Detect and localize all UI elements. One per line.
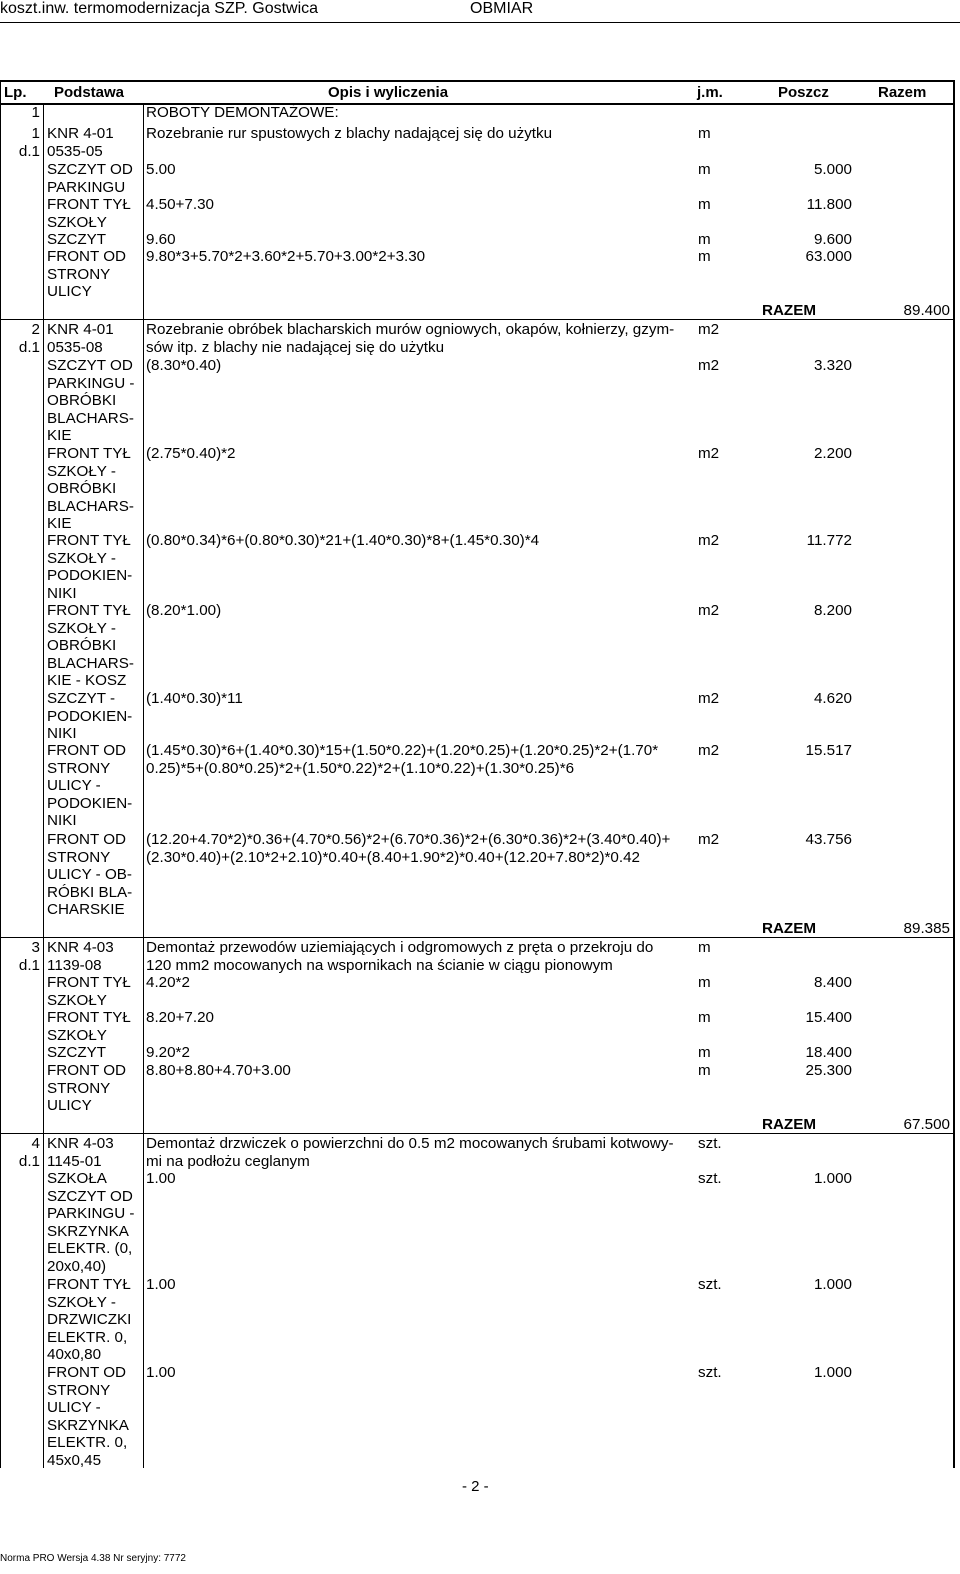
position-basis: KNR 4-03 1145-01	[47, 1135, 114, 1170]
measurement-unit: m	[698, 1062, 711, 1079]
position-number: 2 d.1	[18, 321, 40, 356]
page-number: - 2 -	[462, 1478, 489, 1495]
measurement-formula: 1.00	[146, 1276, 176, 1293]
measurement-location: SZCZYT	[47, 1044, 107, 1061]
header-separator-line	[0, 22, 960, 23]
measurement-value: 3.320	[813, 357, 852, 374]
measurement-value: 63.000	[805, 248, 852, 265]
measurement-formula: 9.80*3+5.70*2+3.60*2+5.70+3.00*2+3.30	[146, 248, 426, 265]
column-header-poszcz: Poszcz	[778, 84, 829, 101]
position-basis: KNR 4-01 0535-05	[47, 125, 114, 160]
position-number: 1 d.1	[18, 125, 40, 160]
measurement-formula: 9.60	[146, 231, 176, 248]
measurement-location: FRONT TYŁ SZKOŁY - DRZWICZKI ELEKTR. 0, 40x0,80	[47, 1276, 132, 1364]
measurement-location: FRONT OD STRONY ULICY - PODOKIEN- NIKI	[47, 742, 133, 830]
position-unit: m2	[698, 321, 720, 338]
column-header-lp: Lp.	[4, 84, 27, 101]
position-unit: m	[698, 939, 711, 956]
position-basis: KNR 4-01 0535-08	[47, 321, 114, 356]
measurement-unit: m2	[698, 602, 720, 619]
measurement-formula: 4.50+7.30	[146, 196, 214, 213]
measurement-value: 1.000	[813, 1364, 852, 1381]
measurement-unit: m2	[698, 831, 720, 848]
measurement-value: 25.300	[805, 1062, 852, 1079]
measurement-value: 1.000	[813, 1170, 852, 1187]
column-divider-podstawa	[143, 103, 144, 1468]
measurement-location: FRONT OD STRONY ULICY	[47, 1062, 127, 1115]
measurement-location: FRONT OD STRONY ULICY	[47, 248, 127, 301]
measurement-unit: m2	[698, 445, 720, 462]
measurement-formula: 8.20+7.20	[146, 1009, 214, 1026]
measurement-location: FRONT TYŁ SZKOŁY	[47, 1009, 131, 1044]
position-basis: KNR 4-03 1139-08	[47, 939, 114, 974]
total-value: 89.400	[903, 302, 950, 319]
measurement-unit: m	[698, 1044, 711, 1061]
measurement-unit: szt.	[698, 1170, 722, 1187]
measurement-value: 15.400	[805, 1009, 852, 1026]
column-divider-lp	[43, 103, 44, 1468]
total-value: 89.385	[903, 920, 950, 937]
position-unit: m	[698, 125, 711, 142]
measurement-value: 11.800	[806, 196, 852, 213]
measurement-formula: (1.45*0.30)*6+(1.40*0.30)*15+(1.50*0.22)+(1.20*0.25)+(1.20*0.25)*2+(1.70* 0.25)*5+(0.80*0.25)*2+(1.50*0.22)*2+(1.10*0.22)+(1.30*0.25)*6	[146, 742, 659, 777]
measurement-location: SZCZYT - PODOKIEN- NIKI	[47, 690, 133, 743]
total-label: RAZEM	[762, 1116, 816, 1133]
measurement-formula: (1.40*0.30)*11	[146, 690, 243, 707]
document-header-title: koszt.inw. termomodernizacja SZP. Gostwica	[0, 0, 319, 17]
measurement-value: 5.000	[813, 161, 852, 178]
position-description: Rozebranie obróbek blacharskich murów ogniowych, okapów, kołnierzy, gzym- sów itp. z blachy nie nadającej się do użytku	[146, 321, 675, 356]
measurement-unit: m2	[698, 357, 720, 374]
measurement-formula: 8.80+8.80+4.70+3.00	[146, 1062, 291, 1079]
measurement-formula: (8.30*0.40)	[146, 357, 222, 374]
measurement-unit: m2	[698, 532, 720, 549]
measurement-location: FRONT OD STRONY ULICY - SKRZYNKA ELEKTR. 0, 45x0,45	[47, 1364, 129, 1469]
measurement-value: 1.000	[813, 1276, 852, 1293]
measurement-formula: 9.20*2	[146, 1044, 190, 1061]
position-description: Demontaż przewodów uziemiających i odgromowych z pręta o przekroju do 120 mm2 mocowanych na wspornikach na ścianie w ciągu pionowym	[146, 939, 654, 974]
measurement-location: FRONT TYŁ SZKOŁY - OBRÓBKI BLACHARS- KIE - KOSZ	[47, 602, 134, 690]
measurement-location: SZCZYT OD PARKINGU	[47, 161, 133, 196]
measurement-formula: 1.00	[146, 1170, 176, 1187]
position-number: 4 d.1	[18, 1135, 40, 1170]
measurement-value: 4.620	[813, 690, 852, 707]
section-title: ROBOTY DEMONTAŻOWE:	[146, 104, 339, 121]
position-description: Rozebranie rur spustowych z blachy nadającej się do użytku	[146, 125, 553, 142]
measurement-unit: m	[698, 161, 711, 178]
column-header-opis: Opis i wyliczenia	[328, 84, 449, 101]
measurement-location: SZCZYT OD PARKINGU - OBRÓBKI BLACHARS- KIE	[47, 357, 135, 445]
measurement-unit: m	[698, 248, 711, 265]
total-label: RAZEM	[762, 920, 816, 937]
table-left-border	[0, 80, 1, 1468]
measurement-formula: (8.20*1.00)	[146, 602, 222, 619]
measurement-formula: 4.20*2	[146, 974, 190, 991]
measurement-value: 18.400	[805, 1044, 852, 1061]
software-note: Norma PRO Wersja 4.38 Nr seryjny: 7772	[0, 1553, 186, 1564]
measurement-location: FRONT TYŁ SZKOŁY	[47, 974, 131, 1009]
measurement-unit: m2	[698, 742, 720, 759]
position-number: 3 d.1	[18, 939, 40, 974]
measurement-unit: m	[698, 231, 711, 248]
total-label: RAZEM	[762, 302, 816, 319]
measurement-location: FRONT TYŁ SZKOŁY	[47, 196, 131, 231]
measurement-location: FRONT TYŁ SZKOŁY - OBRÓBKI BLACHARS- KIE	[47, 445, 134, 533]
document-header-section: OBMIAR	[470, 0, 534, 17]
measurement-value: 8.200	[813, 602, 852, 619]
total-value: 67.500	[903, 1116, 950, 1133]
measurement-formula: 5.00	[146, 161, 176, 178]
measurement-value: 2.200	[813, 445, 852, 462]
measurement-value: 8.400	[813, 974, 852, 991]
column-header-jm: j.m.	[697, 84, 723, 101]
measurement-formula: (2.75*0.40)*2	[146, 445, 236, 462]
measurement-location: FRONT OD STRONY ULICY - OB- RÓBKI BLA- CHARSKIE	[47, 831, 133, 919]
measurement-formula: (12.20+4.70*2)*0.36+(4.70*0.56)*2+(6.70*0.36)*2+(6.30*0.36)*2+(3.40*0.40)+ (2.30*0.40)+(2.10*2+2.10)*0.40+(8.40+1.90*2)*0.40+(12.20+7.80*2)*0.42	[146, 831, 671, 866]
measurement-value: 15.517	[805, 742, 852, 759]
measurement-formula: 1.00	[146, 1364, 176, 1381]
measurement-location: FRONT TYŁ SZKOŁY - PODOKIEN- NIKI	[47, 532, 133, 602]
measurement-value: 43.756	[805, 831, 852, 848]
table-right-border	[953, 80, 955, 1468]
measurement-location: SZKOŁA SZCZYT OD PARKINGU - SKRZYNKA ELEKTR. (0, 20x0,40)	[47, 1170, 135, 1275]
measurement-unit: m	[698, 1009, 711, 1026]
measurement-unit: m	[698, 974, 711, 991]
measurement-value: 11.772	[806, 532, 852, 549]
position-unit: szt.	[698, 1135, 722, 1152]
measurement-unit: m2	[698, 690, 720, 707]
measurement-unit: szt.	[698, 1276, 722, 1293]
measurement-unit: szt.	[698, 1364, 722, 1381]
table-top-border	[0, 80, 955, 82]
measurement-location: SZCZYT	[47, 231, 107, 248]
measurement-unit: m	[698, 196, 711, 213]
column-header-podstawa: Podstawa	[54, 84, 125, 101]
section-number: 1	[31, 104, 40, 121]
position-description: Demontaż drzwiczek o powierzchni do 0.5 m2 mocowanych śrubami kotwowy- mi na podłożu ceglanym	[146, 1135, 674, 1170]
column-header-razem: Razem	[878, 84, 927, 101]
measurement-formula: (0.80*0.34)*6+(0.80*0.30)*21+(1.40*0.30)*8+(1.45*0.30)*4	[146, 532, 540, 549]
measurement-value: 9.600	[813, 231, 852, 248]
